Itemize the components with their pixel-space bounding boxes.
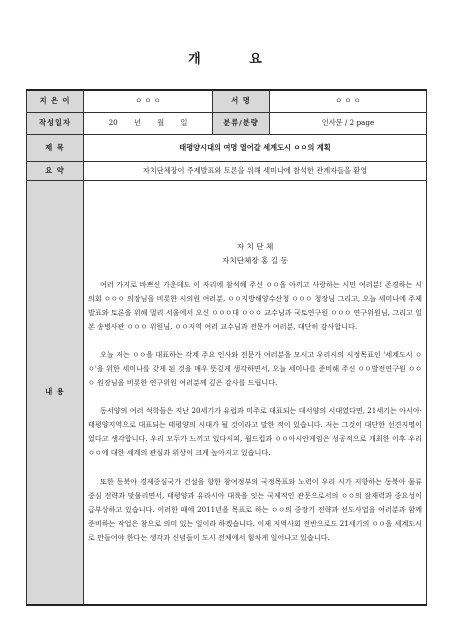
- category-label: 분류/분량: [213, 112, 270, 134]
- summary-form-table: [26, 89, 427, 606]
- page-title: 개 요: [188, 52, 284, 67]
- body-paragraph: 동서양의 여러 석학들은 지난 20세기가 유럽과 미주로 대표되는 대서양의 시대였다면, 21세기는 아시아·태평양지역으로 대표되는 태평양의 시대가 될 것이라고 말한 적이 있습니다. 저는 그것이 대단한 선견지명이었다고 생각합니다. 우리 모두가 느끼고 있다시피, 월드컵과 ㅇㅇ아시안게임은 성공적으로 개최한 이후 우리 ㅇㅇ에 대한 세계의 관심과 위상이 크게 높아지고 있습니다.: [88, 406, 422, 458]
- content-label: 내 용: [27, 180, 84, 605]
- author-value: ㅇ ㅇ ㅇ: [84, 90, 213, 112]
- body-paragraph: 여러 가지로 바쁘신 가운데도 이 자리에 참석해 주신 ㅇㅇ을 아끼고 사랑하는 시민 여러분! 존경하는 시의회 ㅇㅇㅇ 의장님을 비롯한 시의원 여러분, ㅇㅇ지방해양수산청 ㅇㅇㅇ 청장님 그리고, 오늘 세미나에 주제발표와 토론을 위해 멀리 서울에서 오신 ㅇㅇㅇ대 ㅇㅇㅇ 교수님과 국토연구원 ㅇㅇㅇ 연구위원님, 그리고 일본 송병사관 ㅇㅇㅇ 위원님, ㅇㅇ지역 여러 교수님과 전문가 여러분, 대단히 감사합니다.: [88, 279, 422, 331]
- date-value: 20 년 월 일: [84, 112, 213, 134]
- summary-label: 요 약: [27, 161, 84, 180]
- subject-label: 제 목: [27, 134, 84, 161]
- subject-row: [27, 134, 427, 161]
- author-label: 지 은 이: [27, 90, 84, 112]
- date-row: [27, 112, 427, 134]
- subject-value: 태평양시대의 여명 열어갈 세계도시 ㅇㅇ의 계획: [84, 134, 427, 161]
- content-body: [84, 180, 427, 605]
- salutation-line: 자치단체장 홍 길 동: [222, 255, 288, 265]
- date-label: 작성일자: [27, 112, 84, 134]
- summary-value: 자치단체장이 주제발표와 토론을 위해 세미나에 참석한 관계자들을 환영: [84, 161, 427, 180]
- summary-row: [27, 161, 427, 180]
- body-paragraph: 오늘 저는 ㅇㅇ을 대표하는 각계 주요 인사와 전문가 여러분을 모시고 우리시의 시정목표인 '세계도시 ㅇㅇ'을 위한 세미나를 갖게 된 것을 매우 뜻깊게 생각하면서, 오늘 세미나를 준비해 주신 ㅇㅇ발전연구원 ㅇㅇㅇ 원장님을 비롯한 연구위원 여러분께 깊은 감사를 드립니다.: [88, 349, 422, 388]
- author-row: [27, 90, 427, 112]
- content-row: [27, 180, 427, 605]
- category-value: 인사문 / 2 page: [270, 112, 427, 134]
- signature-label: 서 명: [213, 90, 270, 112]
- salutation-line: 자 치 단 체: [236, 241, 274, 251]
- signature-value: ㅇ ㅇ ㅇ: [270, 90, 427, 112]
- body-paragraph: 또한 동북아 경제중심국가 건설을 향한 참여정부의 국정목표와 노력이 우리 시가 지향하는 동북아 물류 중심 전략과 맞물리면서, 태평양과 유라시아 대륙을 잇는 국제적인 관문으로서의 ㅇㅇ의 잠재력과 중요성이 급부상하고 있습니다. 이러한 때에 2011년을 목표로 하는 ㅇㅇ의 중장기 전략과 선도사업을 여러분과 함께 준비하는 작업은 참으로 의미 있는 일이라 하겠습니다. 이제 지역사회 전반으로도 21세기의 ㅇㅇ을 세계도시로 만들어야 한다는 생각과 신념들이 도시 전체에서 힘차게 일어나고 있습니다.: [88, 476, 422, 542]
